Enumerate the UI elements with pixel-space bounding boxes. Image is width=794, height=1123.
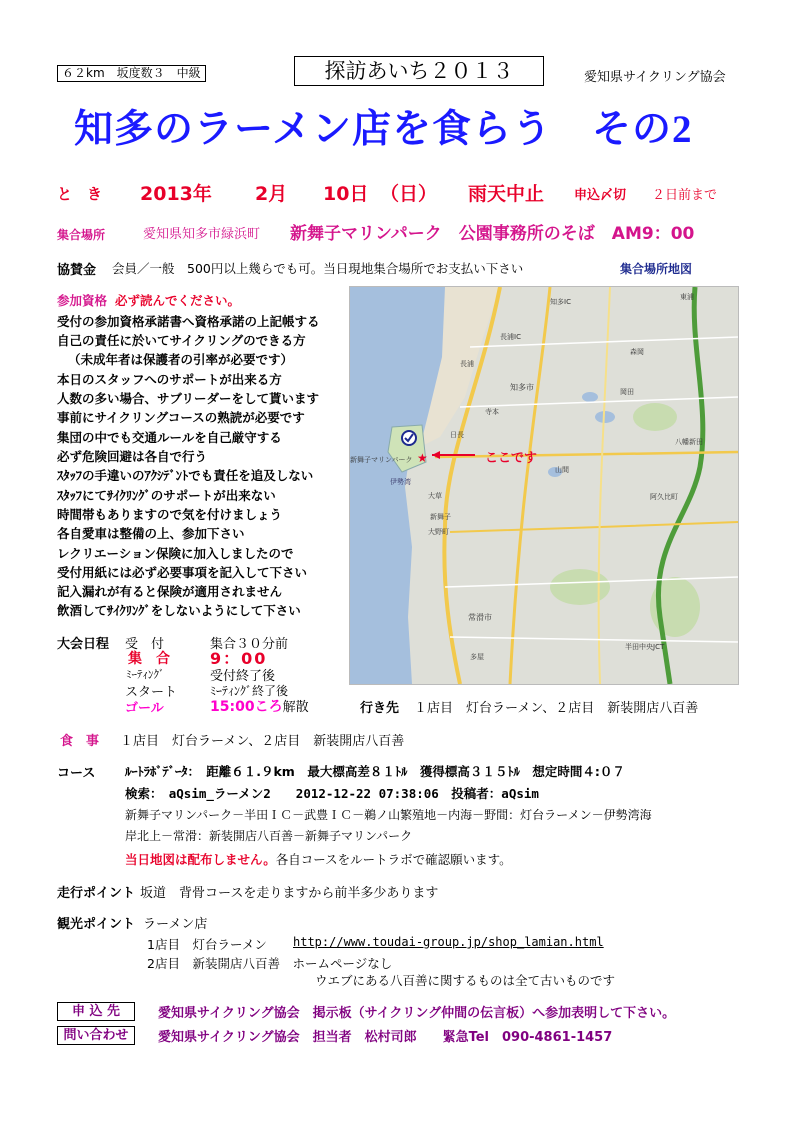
schedule-row-name: スタート: [125, 685, 178, 700]
date-year: 2013年: [140, 183, 212, 205]
qualification-line: ｽﾀｯﾌの手違いのｱｸｼﾃﾞﾝﾄでも責任を追及しない: [57, 468, 314, 483]
qualification-line: 記入漏れが有ると保険が適用されません: [57, 584, 283, 599]
qualification-note: 必ず読んでください。: [115, 293, 241, 308]
map-place-label: 知多市: [510, 383, 534, 392]
destination-label: 行き先: [360, 701, 400, 716]
map-place-label: 岡田: [620, 388, 634, 396]
map-place-label: 八幡新田: [675, 438, 703, 446]
schedule-label: 大会日程: [57, 637, 110, 652]
fee-text: 会員／一般 500円以上幾らでも可。当日現地集合場所でお支払い下さい: [112, 261, 524, 276]
map-place-label: 新舞子: [430, 513, 451, 521]
map-place-label: 知多IC: [550, 298, 571, 306]
route-search: 検索： aQsim_ラーメン2 2012-12-22 07:38:06 投稿者：aQsim: [125, 786, 539, 801]
shop2-text: 2店目 新装開店八百善 ホームページなし: [147, 956, 393, 971]
schedule-row-name: 受 付: [125, 637, 165, 652]
shop1-text: 1店目 灯台ラーメン: [147, 937, 267, 952]
shop2-note: ウエブにある八百善に関するものは全て古いものです: [315, 973, 616, 988]
map-place-label: 日長: [450, 431, 464, 439]
series-title: 探訪あいち２０１３: [324, 59, 514, 83]
main-title: 知多のラーメン店を食らう その2: [74, 108, 693, 151]
qualification-line: 各自愛車は整備の上、参加下さい: [57, 526, 245, 541]
date-day: 10日: [323, 183, 369, 205]
map-place-label: 東浦: [680, 293, 694, 301]
course-notice-black: 各自コースをルートラボで確認願います。: [275, 852, 512, 867]
schedule-row-time: ﾐｰﾃｨﾝｸﾞ終了後: [210, 684, 289, 698]
map-place-label: 常滑市: [468, 613, 492, 622]
route-description: 新舞子マリンパーク－半田ＩＣ－武豊ＩＣ－鵜ノ山繁殖地－内海－野間：灯台ラーメン－伊勢湾海: [125, 808, 652, 822]
schedule-row-time: 集合３０分前: [210, 637, 289, 652]
map-place-label: 山間: [555, 466, 569, 474]
meal-label: 食 事: [60, 734, 100, 749]
deadline-label: 申込〆切: [574, 188, 627, 203]
course-notice-red: 当日地図は配布しません。: [125, 852, 276, 867]
qualification-line: 集団の中でも交通ルールを自己厳守する: [57, 430, 282, 445]
goal-suffix: 解散: [282, 700, 309, 715]
map-place-label: 大野町: [428, 528, 449, 536]
qualification-heading: [57, 291, 240, 309]
map-marker-label: ここです: [485, 451, 538, 466]
series-title-box: [294, 56, 544, 86]
map-place-label: 新舞子マリンパーク: [350, 456, 413, 464]
deadline-value: ２日前まで: [652, 188, 718, 203]
weather-note: 雨天中止: [468, 183, 545, 205]
qualification-line: ｽﾀｯﾌにてｻｲｸﾘﾝｸﾞのサポートが出来ない: [57, 488, 276, 503]
contact-text: 愛知県サイクリング協会 担当者 松村司郎 緊急Tel 090-4861-1457: [158, 1030, 613, 1045]
qualification-line: 自己の責任に於いてサイクリングのできる方: [57, 333, 306, 348]
meeting-label: 集合場所: [57, 228, 106, 242]
sight-point-label: 観光ポイント: [57, 917, 136, 932]
meeting-place: 愛知県知多市緑浜町: [143, 227, 261, 242]
run-point-label: 走行ポイント: [57, 886, 136, 901]
schedule-row-time: 9：00: [210, 649, 268, 668]
course-label: コース: [57, 766, 96, 781]
meal-text: １店目 灯台ラーメン、２店目 新装開店八百善: [120, 734, 405, 749]
qualification-line: 人数の多い場合、サブリーダーをして貰います: [57, 391, 320, 406]
date-month: 2月: [255, 183, 288, 205]
map-place-label: 大草: [428, 492, 442, 500]
map-place-label: 多屋: [470, 653, 484, 661]
map-place-label: 伊勢湾: [390, 478, 411, 486]
course-notice: [125, 850, 512, 868]
meeting-map-link[interactable]: 集合場所地図: [620, 262, 693, 276]
date-weekday: （日）: [380, 183, 438, 205]
shop1-link[interactable]: http://www.toudai-group.jp/shop_lamian.html: [293, 935, 604, 949]
qualification-line: 事前にサイクリングコースの熟読が必要です: [57, 410, 305, 425]
routelab-data: ﾙｰﾄﾗﾎﾞﾃﾞｰﾀ： 距離６１.９km 最大標高差８１ﾄﾙ 獲得標高３１５ﾄﾙ 想定時間４:０７: [125, 764, 625, 779]
map-place-label: 長浦: [460, 360, 474, 368]
sight-point-text: ラーメン店: [143, 917, 208, 932]
date-label: と き: [57, 185, 103, 203]
qualification-line: 受付の参加資格承諾書へ資格承諾の上記帳する: [57, 314, 320, 329]
schedule-row-time: [210, 696, 309, 716]
qualification-label: 参加資格: [57, 293, 108, 308]
apply-text: 愛知県サイクリング協会 掲示板（サイクリング仲間の伝言板）へ参加表明して下さい。: [158, 1006, 676, 1021]
qualification-line: 飲酒してｻｲｸﾘﾝｸﾞをしないようにして下さい: [57, 603, 301, 618]
schedule-row-name: 集 合: [128, 651, 170, 667]
qualification-line: 受付用紙には必ず必要事項を記入して下さい: [57, 565, 308, 580]
schedule-row-name: ゴール: [125, 701, 164, 716]
qualification-line: レクリエーション保険に加入しましたので: [57, 546, 294, 561]
qualification-line: （未成年者は保護者の引率が必要です）: [68, 352, 294, 367]
destination-text: １店目 灯台ラーメン、２店目 新装開店八百善: [414, 701, 699, 716]
contact-label: 問い合わせ: [57, 1026, 135, 1045]
route-description: 岸北上－常滑：新装開店八百善－新舞子マリンパーク: [125, 829, 413, 843]
map-place-label: 森岡: [630, 348, 644, 356]
meeting-place-map[interactable]: [349, 286, 739, 685]
qualification-line: 本日のスタッフへのサポートが出来る方: [57, 372, 282, 387]
meeting-venue: 新舞子マリンパーク 公園事務所のそば AM9：00: [290, 224, 695, 244]
goal-time: 15:00ころ: [210, 699, 283, 715]
fee-label: 協賛金: [57, 263, 97, 278]
course-level-tag: ６２km 坂度数３ 中級: [57, 65, 206, 82]
qualification-line: 時間帯もありますので気を付けましょう: [57, 507, 283, 522]
map-place-label: 半田中央JCT: [625, 643, 665, 651]
schedule-row-name: ﾐｰﾃｨﾝｸﾞ: [126, 668, 165, 681]
apply-label: 申 込 先: [57, 1002, 135, 1021]
qualification-line: 必ず危険回避は各自で行う: [57, 449, 208, 464]
organizer-name: 愛知県サイクリング協会: [584, 70, 726, 85]
map-place-label: 阿久比町: [650, 493, 678, 501]
map-place-label: 長浦IC: [500, 333, 521, 341]
schedule-row-time: 受付終了後: [210, 669, 276, 684]
svg-text:★: ★: [417, 451, 428, 465]
run-point-text: 坂道 背骨コースを走りますから前半多少あります: [140, 886, 439, 901]
map-place-label: 寺本: [485, 408, 499, 416]
